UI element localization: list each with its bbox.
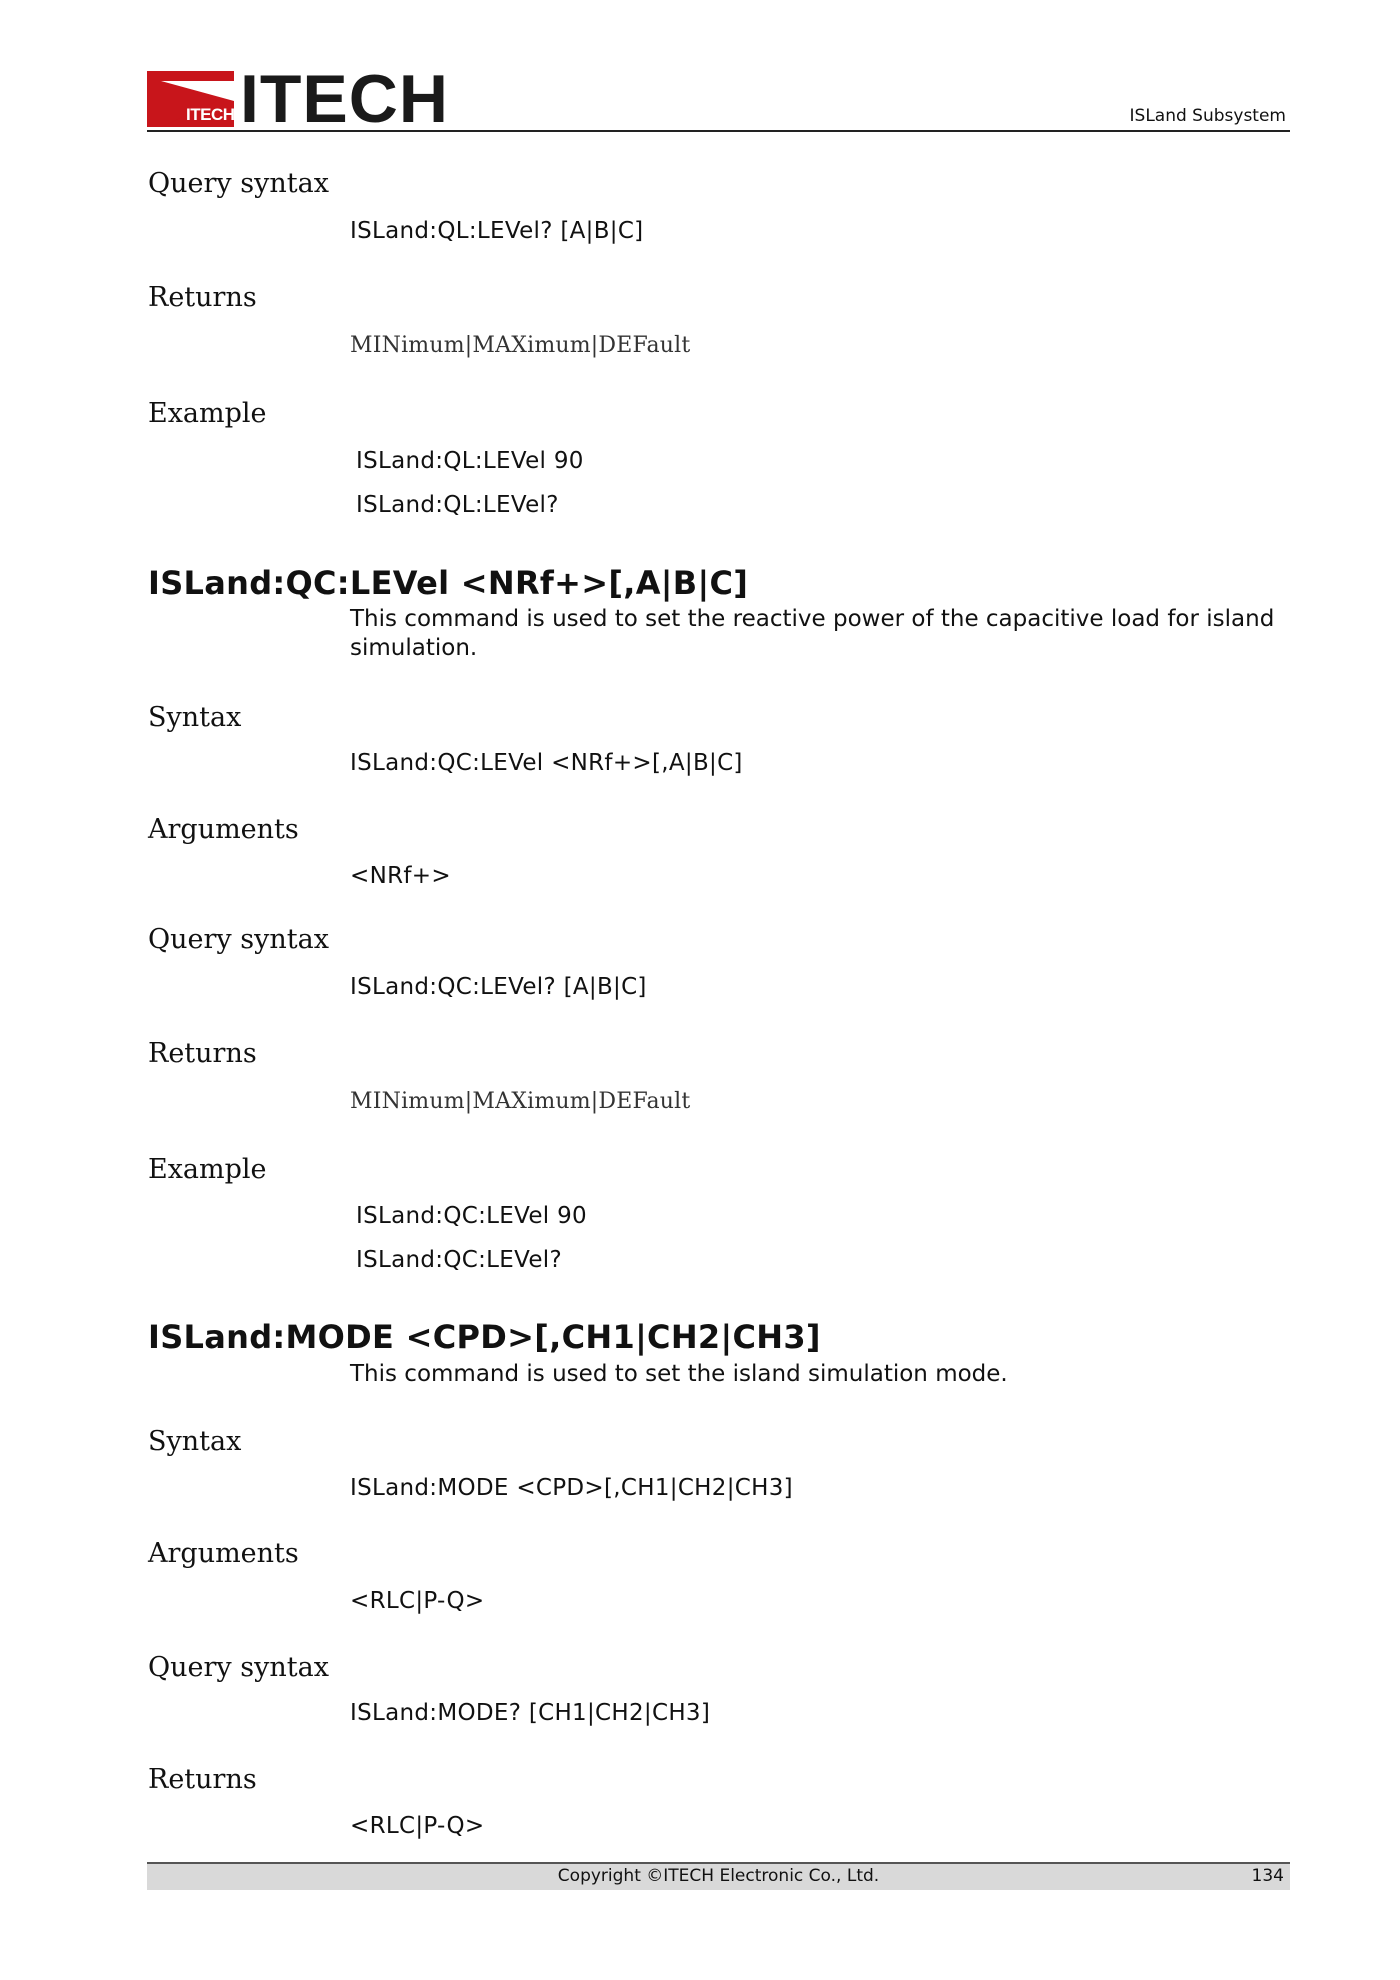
- section-title: ISLand Subsystem: [1129, 106, 1286, 126]
- example-line: ISLand:QL:LEVel?: [356, 492, 559, 518]
- example-label: Example: [148, 398, 267, 429]
- syntax-code: ISLand:MODE <CPD>[,CH1|CH2|CH3]: [350, 1475, 793, 1501]
- logo-wordmark: ITECH: [240, 61, 449, 137]
- page-header: [147, 61, 1290, 137]
- query-syntax-code: ISLand:MODE? [CH1|CH2|CH3]: [350, 1700, 711, 1726]
- syntax-code: ISLand:QC:LEVel <NRf+>[,A|B|C]: [350, 750, 743, 776]
- arguments-label: Arguments: [148, 814, 299, 845]
- itech-logo: [147, 61, 449, 137]
- returns-label: Returns: [148, 1764, 257, 1795]
- query-syntax-code: ISLand:QC:LEVel? [A|B|C]: [350, 974, 647, 1000]
- returns-value: MINimum|MAXimum|DEFault: [350, 1089, 691, 1114]
- arguments-value: <NRf+>: [350, 863, 451, 889]
- returns-label: Returns: [148, 1038, 257, 1069]
- example-line: ISLand:QC:LEVel 90: [356, 1203, 587, 1229]
- example-label: Example: [148, 1154, 267, 1185]
- syntax-label: Syntax: [148, 1426, 242, 1457]
- example-line: ISLand:QC:LEVel?: [356, 1247, 562, 1273]
- command-heading: ISLand:QC:LEVel <NRf+>[,A|B|C]: [148, 564, 749, 602]
- arguments-label: Arguments: [148, 1538, 299, 1569]
- arguments-value: <RLC|P-Q>: [350, 1588, 485, 1614]
- command-heading: ISLand:MODE <CPD>[,CH1|CH2|CH3]: [148, 1318, 821, 1356]
- returns-label: Returns: [148, 282, 257, 313]
- query-syntax-label: Query syntax: [148, 1652, 329, 1683]
- syntax-label: Syntax: [148, 702, 242, 733]
- example-line: ISLand:QL:LEVel 90: [356, 448, 584, 474]
- returns-value: MINimum|MAXimum|DEFault: [350, 333, 691, 358]
- page-number: 134: [1251, 1866, 1284, 1886]
- query-syntax-label: Query syntax: [148, 168, 329, 199]
- logo-mark-icon: [147, 71, 234, 127]
- copyright-text: Copyright ©ITECH Electronic Co., Ltd.: [557, 1866, 880, 1886]
- returns-value: <RLC|P-Q>: [350, 1813, 485, 1839]
- query-syntax-code: ISLand:QL:LEVel? [A|B|C]: [350, 218, 644, 244]
- command-description: This command is used to set the island simulation mode.: [350, 1361, 1008, 1387]
- page-footer: [147, 1862, 1290, 1890]
- logo-mark-text: ITECH: [186, 105, 234, 124]
- command-description: This command is used to set the reactive power of the capacitive load for island simulation.: [350, 606, 1275, 661]
- query-syntax-label: Query syntax: [148, 924, 329, 955]
